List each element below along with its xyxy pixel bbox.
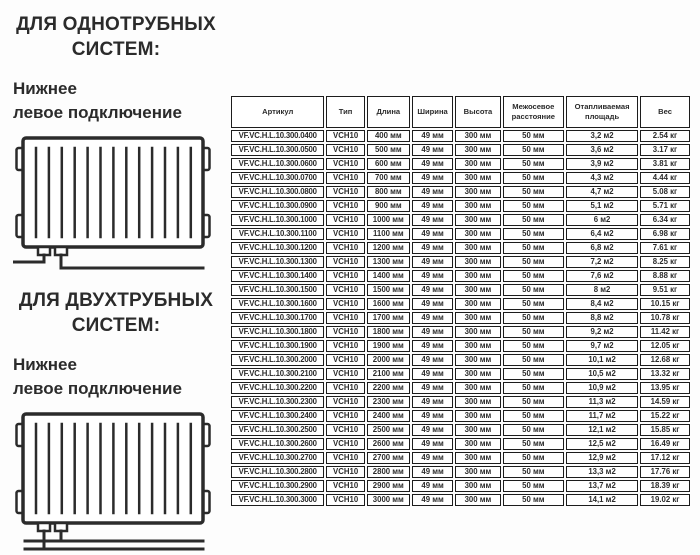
section-subtitle	[13, 353, 219, 400]
table-cell: 15.22 кг	[640, 410, 690, 422]
table-cell: 300 мм	[455, 396, 500, 408]
table-cell: 300 мм	[455, 228, 500, 240]
table-cell: 50 мм	[503, 144, 564, 156]
table-cell: 50 мм	[503, 200, 564, 212]
table-cell: 50 мм	[503, 284, 564, 296]
table-cell: VF.VC.H.L.10.300.2900	[231, 480, 324, 492]
table-cell: VF.VC.H.L.10.300.1400	[231, 270, 324, 282]
table-cell: 15.85 кг	[640, 424, 690, 436]
table-cell: 300 мм	[455, 256, 500, 268]
table-cell: VF.VC.H.L.10.300.0700	[231, 172, 324, 184]
section-title-line: СИСТЕМ:	[71, 39, 161, 61]
table-cell: 12,1 м2	[566, 424, 638, 436]
table-cell: 300 мм	[455, 354, 500, 366]
table-cell: 49 мм	[412, 144, 453, 156]
table-cell: 2.54 кг	[640, 130, 690, 142]
table-cell: VCH10	[326, 270, 364, 282]
table-cell: 8,4 м2	[566, 298, 638, 310]
table-cell: 300 мм	[455, 172, 500, 184]
section-title	[13, 288, 219, 338]
table-cell: 50 мм	[503, 312, 564, 324]
table-cell: 5.71 кг	[640, 200, 690, 212]
table-cell: 300 мм	[455, 214, 500, 226]
table-cell: VF.VC.H.L.10.300.1100	[231, 228, 324, 240]
table-cell: VCH10	[326, 368, 364, 380]
table-cell: 500 мм	[367, 144, 410, 156]
table-cell: 300 мм	[455, 158, 500, 170]
table-cell: 50 мм	[503, 242, 564, 254]
table-cell: 300 мм	[455, 326, 500, 338]
table-cell: 1700 мм	[367, 312, 410, 324]
table-cell: 50 мм	[503, 228, 564, 240]
table-cell: 11.42 кг	[640, 326, 690, 338]
table-cell: 11,7 м2	[566, 410, 638, 422]
table-cell: 50 мм	[503, 452, 564, 464]
table-cell: 50 мм	[503, 158, 564, 170]
table-cell: 14,1 м2	[566, 494, 638, 506]
table-cell: 2600 мм	[367, 438, 410, 450]
table-cell: VCH10	[326, 410, 364, 422]
table-cell: 49 мм	[412, 284, 453, 296]
table-row	[231, 452, 690, 464]
table-cell: 50 мм	[503, 270, 564, 282]
table-cell: VCH10	[326, 158, 364, 170]
table-cell: VCH10	[326, 256, 364, 268]
table-row	[231, 438, 690, 450]
table-cell: 3.81 кг	[640, 158, 690, 170]
table-row	[231, 172, 690, 184]
table-cell: 49 мм	[412, 312, 453, 324]
table-cell: VF.VC.H.L.10.300.2100	[231, 368, 324, 380]
table-cell: VF.VC.H.L.10.300.1000	[231, 214, 324, 226]
table-row	[231, 214, 690, 226]
table-cell: VF.VC.H.L.10.300.2600	[231, 438, 324, 450]
table-cell: 300 мм	[455, 382, 500, 394]
table-cell: VCH10	[326, 214, 364, 226]
table-cell: 49 мм	[412, 438, 453, 450]
table-cell: VCH10	[326, 130, 364, 142]
table-cell: 300 мм	[455, 424, 500, 436]
table-cell: 50 мм	[503, 340, 564, 352]
table-row	[231, 480, 690, 492]
table-cell: 49 мм	[412, 326, 453, 338]
table-cell: 2700 мм	[367, 452, 410, 464]
table-row	[231, 242, 690, 254]
table-cell: 6 м2	[566, 214, 638, 226]
table-cell: 49 мм	[412, 396, 453, 408]
table-cell: 7.61 кг	[640, 242, 690, 254]
table-cell: 300 мм	[455, 298, 500, 310]
table-cell: 2100 мм	[367, 368, 410, 380]
table-cell: 50 мм	[503, 172, 564, 184]
table-cell: 49 мм	[412, 270, 453, 282]
table-cell: 2200 мм	[367, 382, 410, 394]
table-cell: 11,3 м2	[566, 396, 638, 408]
table-cell: VCH10	[326, 172, 364, 184]
table-cell: VF.VC.H.L.10.300.1300	[231, 256, 324, 268]
section-two-pipe	[13, 288, 219, 555]
table-cell: 6,8 м2	[566, 242, 638, 254]
column-header: Тип	[326, 96, 364, 128]
table-row	[231, 270, 690, 282]
return-pipe	[61, 255, 203, 268]
table-cell: VF.VC.H.L.10.300.0600	[231, 158, 324, 170]
table-cell: 50 мм	[503, 466, 564, 478]
section-title-line: СИСТЕМ:	[71, 315, 161, 337]
table-cell: 300 мм	[455, 144, 500, 156]
table-row	[231, 186, 690, 198]
table-cell: VCH10	[326, 284, 364, 296]
table-cell: VCH10	[326, 298, 364, 310]
table-cell: VCH10	[326, 452, 364, 464]
table-cell: 49 мм	[412, 424, 453, 436]
table-cell: VF.VC.H.L.10.300.3000	[231, 494, 324, 506]
table-cell: 6.34 кг	[640, 214, 690, 226]
table-cell: 300 мм	[455, 410, 500, 422]
table-cell: 49 мм	[412, 130, 453, 142]
table-row	[231, 200, 690, 212]
table-cell: 3,2 м2	[566, 130, 638, 142]
table-cell: 900 мм	[367, 200, 410, 212]
table-cell: 1100 мм	[367, 228, 410, 240]
table-cell: VF.VC.H.L.10.300.2300	[231, 396, 324, 408]
table-cell: 50 мм	[503, 410, 564, 422]
table-cell: 13.32 кг	[640, 368, 690, 380]
table-row	[231, 466, 690, 478]
table-cell: 8.88 кг	[640, 270, 690, 282]
spec-table-header	[231, 96, 690, 128]
column-header: Отапливаемая площадь	[566, 96, 638, 128]
table-cell: 49 мм	[412, 256, 453, 268]
table-cell: 8,8 м2	[566, 312, 638, 324]
table-cell: 3000 мм	[367, 494, 410, 506]
column-header: Вес	[640, 96, 690, 128]
table-cell: 800 мм	[367, 186, 410, 198]
table-cell: VF.VC.H.L.10.300.0800	[231, 186, 324, 198]
table-row	[231, 284, 690, 296]
table-cell: VF.VC.H.L.10.300.2800	[231, 466, 324, 478]
table-cell: 2300 мм	[367, 396, 410, 408]
table-cell: 300 мм	[455, 312, 500, 324]
table-cell: 7,6 м2	[566, 270, 638, 282]
table-cell: 2900 мм	[367, 480, 410, 492]
table-cell: VF.VC.H.L.10.300.2500	[231, 424, 324, 436]
table-row	[231, 158, 690, 170]
table-cell: VF.VC.H.L.10.300.1600	[231, 298, 324, 310]
table-cell: VCH10	[326, 494, 364, 506]
table-cell: 13,3 м2	[566, 466, 638, 478]
table-row	[231, 340, 690, 352]
table-cell: VCH10	[326, 480, 364, 492]
table-cell: 1600 мм	[367, 298, 410, 310]
table-cell: VCH10	[326, 144, 364, 156]
table-cell: 10.78 кг	[640, 312, 690, 324]
single-pipe-radiator-diagram	[13, 134, 213, 272]
table-cell: 1000 мм	[367, 214, 410, 226]
table-cell: 50 мм	[503, 494, 564, 506]
table-cell: VF.VC.H.L.10.300.1900	[231, 340, 324, 352]
table-row	[231, 130, 690, 142]
table-cell: 9,7 м2	[566, 340, 638, 352]
table-row	[231, 354, 690, 366]
table-cell: 49 мм	[412, 242, 453, 254]
table-cell: 12.68 кг	[640, 354, 690, 366]
table-cell: 5,1 м2	[566, 200, 638, 212]
table-cell: 400 мм	[367, 130, 410, 142]
table-cell: 49 мм	[412, 494, 453, 506]
table-cell: VCH10	[326, 438, 364, 450]
table-cell: 300 мм	[455, 340, 500, 352]
table-cell: VCH10	[326, 466, 364, 478]
table-row	[231, 494, 690, 506]
table-cell: 9.51 кг	[640, 284, 690, 296]
table-cell: 9,2 м2	[566, 326, 638, 338]
table-cell: 12,5 м2	[566, 438, 638, 450]
table-cell: VCH10	[326, 354, 364, 366]
table-cell: 49 мм	[412, 410, 453, 422]
table-cell: 700 мм	[367, 172, 410, 184]
table-cell: VF.VC.H.L.10.300.0400	[231, 130, 324, 142]
table-cell: 49 мм	[412, 172, 453, 184]
section-title-line: ДЛЯ ОДНОТРУБНЫХ	[16, 14, 216, 35]
header-row	[231, 96, 690, 128]
table-cell: 19.02 кг	[640, 494, 690, 506]
table-cell: 50 мм	[503, 186, 564, 198]
section-title-line: ДЛЯ ДВУХТРУБНЫХ	[18, 290, 214, 312]
table-cell: 17.76 кг	[640, 466, 690, 478]
table-cell: 300 мм	[455, 242, 500, 254]
table-row	[231, 326, 690, 338]
table-cell: VF.VC.H.L.10.300.2200	[231, 382, 324, 394]
table-cell: 6,4 м2	[566, 228, 638, 240]
table-cell: 50 мм	[503, 298, 564, 310]
table-row	[231, 298, 690, 310]
table-cell: 50 мм	[503, 256, 564, 268]
table-cell: 300 мм	[455, 284, 500, 296]
table-cell: 1200 мм	[367, 242, 410, 254]
table-cell: 16.49 кг	[640, 438, 690, 450]
table-cell: 300 мм	[455, 186, 500, 198]
table-cell: 8 м2	[566, 284, 638, 296]
table-cell: 49 мм	[412, 228, 453, 240]
table-cell: VCH10	[326, 200, 364, 212]
table-cell: VF.VC.H.L.10.300.1500	[231, 284, 324, 296]
table-row	[231, 256, 690, 268]
table-cell: 3,9 м2	[566, 158, 638, 170]
table-row	[231, 144, 690, 156]
column-header: Межосевое расстояние	[503, 96, 564, 128]
table-row	[231, 410, 690, 422]
table-cell: 2800 мм	[367, 466, 410, 478]
table-cell: 50 мм	[503, 354, 564, 366]
table-cell: 2000 мм	[367, 354, 410, 366]
table-cell: VCH10	[326, 382, 364, 394]
column-header: Артикул	[231, 96, 324, 128]
column-header: Высота	[455, 96, 500, 128]
section-subtitle-line: левое подключение	[13, 102, 182, 122]
table-cell: 1800 мм	[367, 326, 410, 338]
table-cell: 300 мм	[455, 466, 500, 478]
table-cell: 3.17 кг	[640, 144, 690, 156]
section-subtitle-line: левое подключение	[13, 378, 182, 398]
table-cell: 50 мм	[503, 368, 564, 380]
spec-table-wrap	[229, 94, 692, 508]
table-cell: 49 мм	[412, 200, 453, 212]
table-cell: 13,7 м2	[566, 480, 638, 492]
table-cell: 50 мм	[503, 130, 564, 142]
table-cell: VCH10	[326, 424, 364, 436]
table-cell: 300 мм	[455, 480, 500, 492]
section-title	[13, 12, 219, 62]
table-cell: 300 мм	[455, 130, 500, 142]
section-single-pipe	[13, 12, 219, 272]
table-cell: VF.VC.H.L.10.300.2000	[231, 354, 324, 366]
table-row	[231, 382, 690, 394]
table-cell: 6.98 кг	[640, 228, 690, 240]
table-cell: 600 мм	[367, 158, 410, 170]
table-row	[231, 396, 690, 408]
table-cell: 300 мм	[455, 200, 500, 212]
table-cell: VF.VC.H.L.10.300.1800	[231, 326, 324, 338]
table-row	[231, 228, 690, 240]
table-cell: VCH10	[326, 312, 364, 324]
table-cell: 4,7 м2	[566, 186, 638, 198]
table-cell: 49 мм	[412, 480, 453, 492]
table-cell: VCH10	[326, 326, 364, 338]
table-cell: 8.25 кг	[640, 256, 690, 268]
table-cell: 1500 мм	[367, 284, 410, 296]
table-cell: 300 мм	[455, 368, 500, 380]
table-cell: 300 мм	[455, 452, 500, 464]
table-cell: VF.VC.H.L.10.300.1200	[231, 242, 324, 254]
table-cell: 10,5 м2	[566, 368, 638, 380]
table-cell: 50 мм	[503, 214, 564, 226]
table-cell: VCH10	[326, 242, 364, 254]
table-cell: 10,9 м2	[566, 382, 638, 394]
table-cell: 12,9 м2	[566, 452, 638, 464]
table-cell: 49 мм	[412, 340, 453, 352]
table-row	[231, 424, 690, 436]
table-cell: VF.VC.H.L.10.300.1700	[231, 312, 324, 324]
table-cell: 49 мм	[412, 186, 453, 198]
section-subtitle-line: Нижнее	[13, 355, 77, 375]
table-row	[231, 312, 690, 324]
table-cell: 2500 мм	[367, 424, 410, 436]
section-subtitle-line: Нижнее	[13, 79, 77, 99]
spec-table-body	[231, 130, 690, 506]
table-cell: VF.VC.H.L.10.300.0900	[231, 200, 324, 212]
table-cell: VCH10	[326, 228, 364, 240]
table-cell: 10.15 кг	[640, 298, 690, 310]
table-cell: 49 мм	[412, 368, 453, 380]
table-cell: VCH10	[326, 186, 364, 198]
table-cell: VCH10	[326, 396, 364, 408]
table-cell: 1300 мм	[367, 256, 410, 268]
table-cell: 49 мм	[412, 354, 453, 366]
table-cell: 4,3 м2	[566, 172, 638, 184]
table-cell: 14.59 кг	[640, 396, 690, 408]
table-cell: 300 мм	[455, 494, 500, 506]
table-cell: 49 мм	[412, 452, 453, 464]
table-cell: 49 мм	[412, 214, 453, 226]
table-cell: 50 мм	[503, 326, 564, 338]
table-cell: 1400 мм	[367, 270, 410, 282]
section-subtitle	[13, 77, 219, 124]
table-cell: 50 мм	[503, 424, 564, 436]
table-cell: 50 мм	[503, 382, 564, 394]
table-cell: VF.VC.H.L.10.300.0500	[231, 144, 324, 156]
table-cell: 49 мм	[412, 382, 453, 394]
table-cell: 50 мм	[503, 480, 564, 492]
table-cell: 4.44 кг	[640, 172, 690, 184]
table-cell: 50 мм	[503, 438, 564, 450]
table-cell: 10,1 м2	[566, 354, 638, 366]
two-pipe-radiator-diagram	[13, 410, 213, 555]
spec-table	[229, 94, 692, 508]
table-cell: 12.05 кг	[640, 340, 690, 352]
table-cell: 5.08 кг	[640, 186, 690, 198]
table-cell: VF.VC.H.L.10.300.2700	[231, 452, 324, 464]
table-cell: 17.12 кг	[640, 452, 690, 464]
table-row	[231, 368, 690, 380]
table-cell: 3,6 м2	[566, 144, 638, 156]
column-header: Длина	[367, 96, 410, 128]
table-cell: 7,2 м2	[566, 256, 638, 268]
table-cell: 1900 мм	[367, 340, 410, 352]
table-cell: 18.39 кг	[640, 480, 690, 492]
table-cell: 300 мм	[455, 438, 500, 450]
table-cell: 300 мм	[455, 270, 500, 282]
table-cell: 13.95 кг	[640, 382, 690, 394]
table-cell: 49 мм	[412, 298, 453, 310]
table-cell: VF.VC.H.L.10.300.2400	[231, 410, 324, 422]
table-cell: 50 мм	[503, 396, 564, 408]
column-header: Ширина	[412, 96, 453, 128]
table-cell: 49 мм	[412, 158, 453, 170]
table-cell: 2400 мм	[367, 410, 410, 422]
table-cell: VCH10	[326, 340, 364, 352]
left-panel	[13, 12, 219, 555]
table-cell: 49 мм	[412, 466, 453, 478]
